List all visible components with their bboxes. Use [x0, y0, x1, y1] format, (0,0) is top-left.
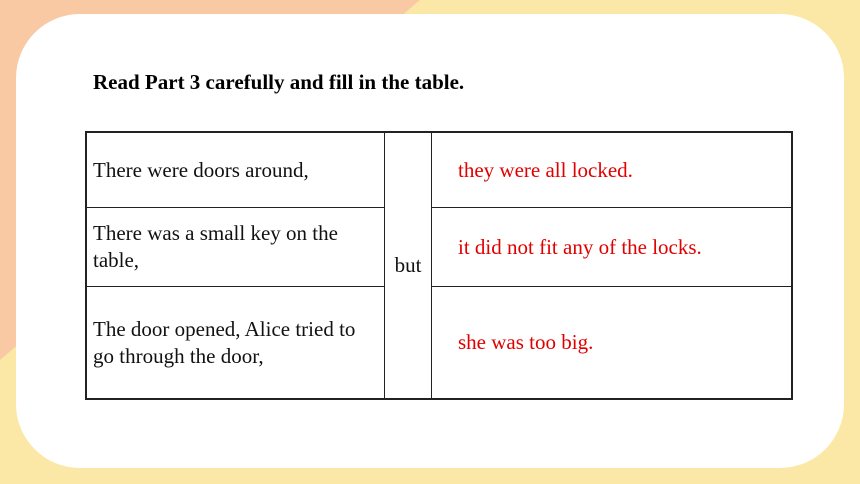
answer-cell: she was too big. [432, 287, 793, 400]
clause-cell: The door opened, Alice tried to go through the door, [86, 287, 385, 400]
fill-in-table [85, 131, 793, 400]
instruction-heading: Read Part 3 carefully and fill in the table. [93, 70, 465, 94]
connector-cell: but [385, 132, 432, 399]
clause-cell: There were doors around, [86, 132, 385, 208]
answer-cell: it did not fit any of the locks. [432, 208, 793, 287]
table-row [86, 287, 792, 400]
answer-cell: they were all locked. [432, 132, 793, 208]
table-row [86, 132, 792, 208]
clause-cell: There was a small key on the table, [86, 208, 385, 287]
table-row [86, 208, 792, 287]
